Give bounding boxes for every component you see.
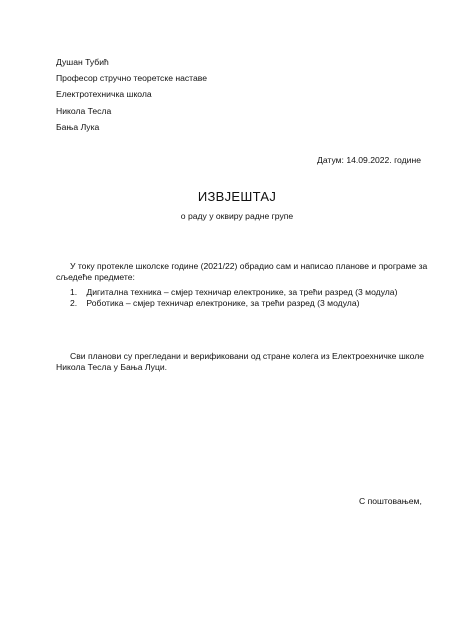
document-subtitle: о раду у оквиру радне групе: [180, 211, 294, 221]
signoff: С поштовањем,: [359, 496, 422, 506]
document-title: ИЗВЈЕШТАЈ: [197, 189, 277, 204]
closing-line-2: Никола Тесла у Бања Луци.: [56, 362, 168, 372]
author-name: Душан Тубић: [56, 57, 109, 67]
intro-line-1: У току протекле школске године (2021/22) обрадио сам и написао планове и програме за: [70, 261, 428, 271]
author-position: Професор стручно теоретске наставе: [56, 73, 208, 83]
list-item-text: Дигитална техника – смјер техничар електронике, за трећи разред (3 модула): [86, 287, 398, 297]
list-item: [70, 287, 397, 298]
document-date: Датум: 14.09.2022. године: [317, 155, 421, 165]
list-item-number: 2.: [70, 298, 78, 308]
subjects-list: [70, 287, 397, 309]
school-type: Електротехничка школа: [56, 89, 152, 99]
list-item: [70, 298, 397, 309]
school-name: Никола Тесла: [56, 106, 112, 116]
intro-line-2: сљедеће предмете:: [56, 272, 135, 282]
city: Бања Лука: [56, 122, 100, 132]
list-item-number: 1.: [70, 287, 78, 297]
closing-line-1: Сви планови су прегледани и верификовани од стране колега из Електроехничке школе: [70, 351, 424, 361]
list-item-text: Роботика – смјер техничар електронике, за трећи разред (3 модула): [86, 298, 360, 308]
